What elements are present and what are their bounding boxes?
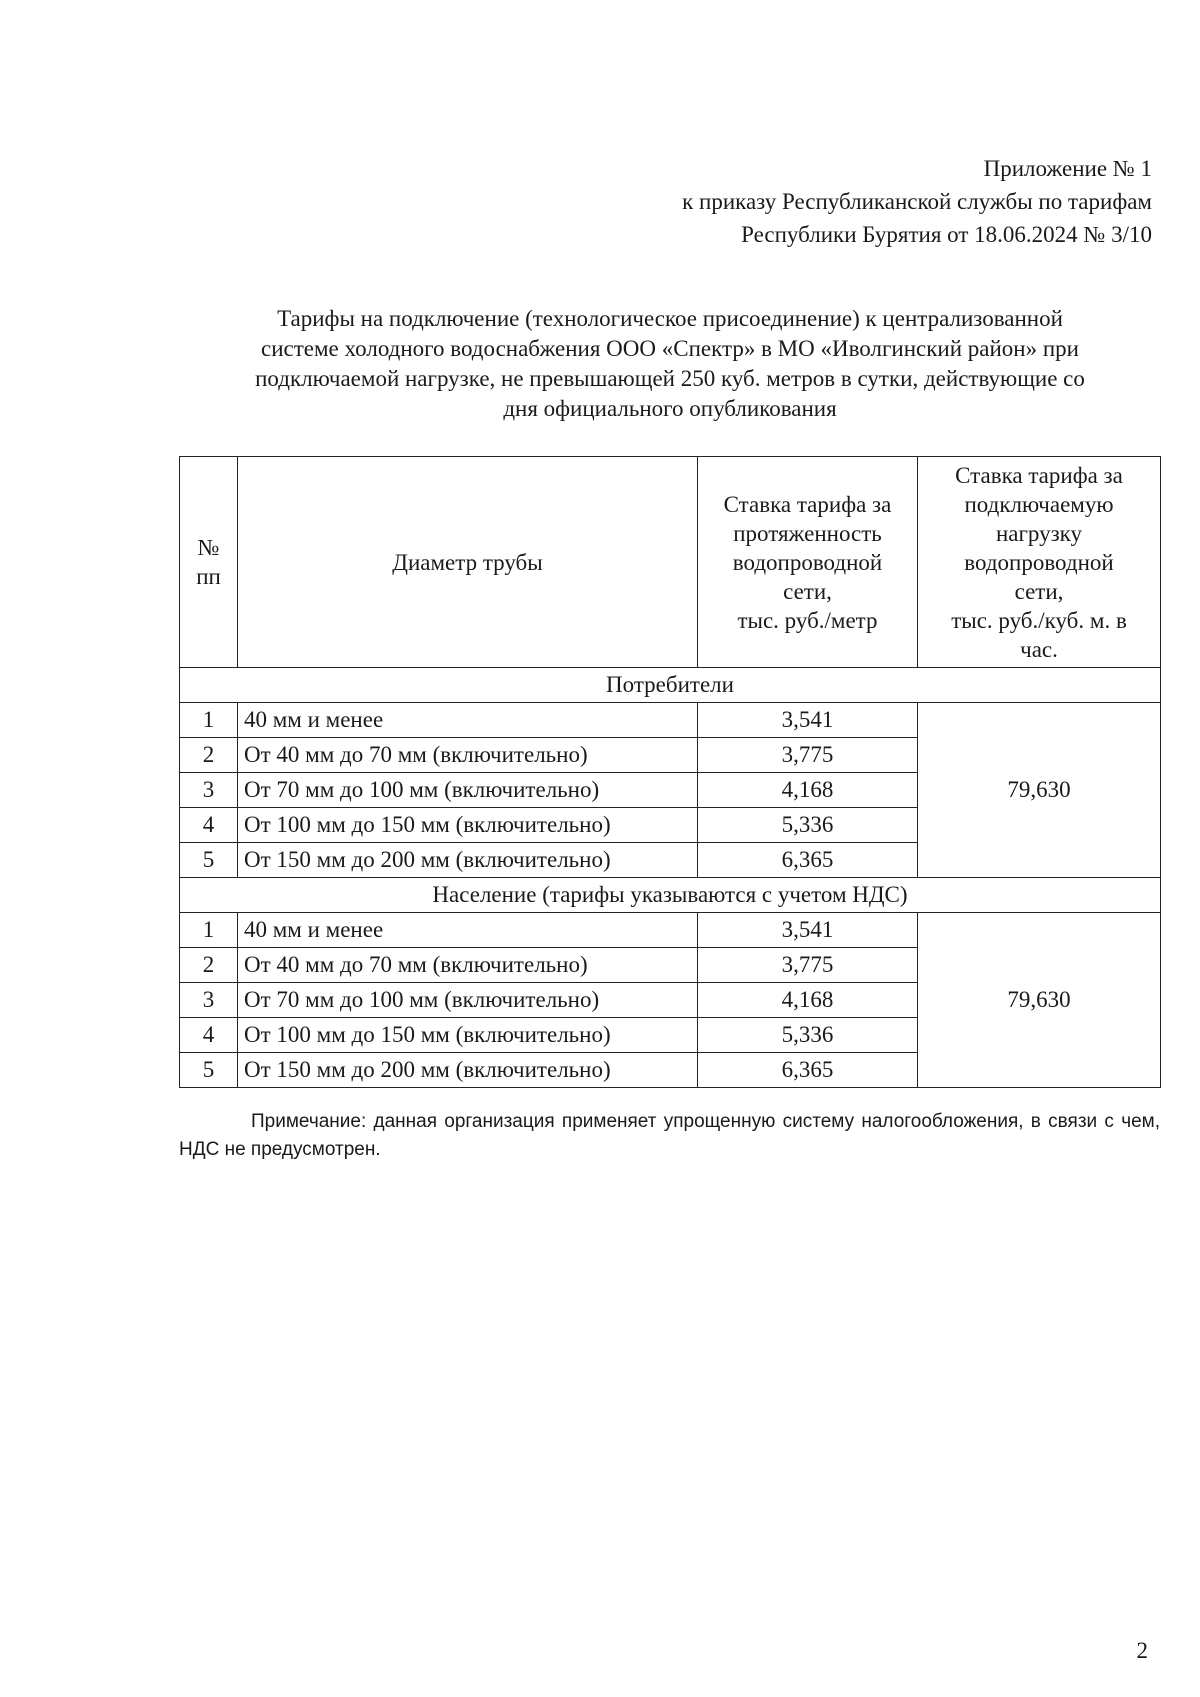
- section-load-rate: 79,630: [918, 913, 1161, 1088]
- title-line-4: дня официального опубликования: [503, 396, 837, 421]
- title-line-3: подключаемой нагрузке, не превышающей 250 куб. метров в сутки, действующие со: [255, 366, 1085, 391]
- row-num: 5: [180, 843, 238, 878]
- header-diameter: Диаметр трубы: [238, 457, 698, 668]
- document-title: [180, 304, 1160, 424]
- section-title: Потребители: [180, 668, 1161, 703]
- row-diameter: От 40 мм до 70 мм (включительно): [238, 738, 698, 773]
- row-diameter: От 100 мм до 150 мм (включительно): [238, 1018, 698, 1053]
- row-rate: 3,541: [698, 913, 918, 948]
- header-rate-load: Ставка тарифа за подключаемую нагрузку водопроводной сети, тыс. руб./куб. м. в час.: [918, 457, 1161, 668]
- table-row: [180, 913, 1161, 948]
- row-num: 3: [180, 773, 238, 808]
- row-rate: 3,541: [698, 703, 918, 738]
- tax-note: Примечание: данная организация применяет упрощенную систему налогообложения, в связи с чем, НДС не предусмотрен.: [179, 1111, 1160, 1160]
- row-diameter: 40 мм и менее: [238, 703, 698, 738]
- row-rate: 4,168: [698, 983, 918, 1018]
- section-row-population: [180, 878, 1161, 913]
- row-num: 1: [180, 913, 238, 948]
- header-num: № пп: [180, 457, 238, 668]
- row-diameter: От 40 мм до 70 мм (включительно): [238, 948, 698, 983]
- header-rate-length: Ставка тарифа за протяженность водопроводной сети, тыс. руб./метр: [698, 457, 918, 668]
- row-diameter: От 150 мм до 200 мм (включительно): [238, 843, 698, 878]
- row-rate: 3,775: [698, 738, 918, 773]
- row-rate: 5,336: [698, 808, 918, 843]
- row-diameter: От 70 мм до 100 мм (включительно): [238, 773, 698, 808]
- appendix-number: Приложение № 1: [983, 156, 1152, 181]
- row-num: 4: [180, 1018, 238, 1053]
- row-num: 1: [180, 703, 238, 738]
- row-diameter: От 70 мм до 100 мм (включительно): [238, 983, 698, 1018]
- appendix-header: [682, 152, 1152, 251]
- title-line-1: Тарифы на подключение (технологическое присоединение) к централизованной: [277, 306, 1063, 331]
- section-load-rate: 79,630: [918, 703, 1161, 878]
- appendix-order-date: Республики Бурятия от 18.06.2024 № 3/10: [741, 222, 1152, 247]
- row-num: 5: [180, 1053, 238, 1088]
- row-num: 2: [180, 738, 238, 773]
- section-row-consumers: [180, 668, 1161, 703]
- row-num: 4: [180, 808, 238, 843]
- table-row: [180, 703, 1161, 738]
- row-rate: 3,775: [698, 948, 918, 983]
- row-rate: 5,336: [698, 1018, 918, 1053]
- row-rate: 6,365: [698, 843, 918, 878]
- table-header-row: [180, 457, 1161, 668]
- title-line-2: системе холодного водоснабжения ООО «Спектр» в МО «Иволгинский район» при: [261, 336, 1079, 361]
- row-diameter: 40 мм и менее: [238, 913, 698, 948]
- tariff-table: [179, 456, 1161, 1088]
- row-rate: 4,168: [698, 773, 918, 808]
- row-num: 2: [180, 948, 238, 983]
- row-rate: 6,365: [698, 1053, 918, 1088]
- row-num: 3: [180, 983, 238, 1018]
- row-diameter: От 100 мм до 150 мм (включительно): [238, 808, 698, 843]
- row-diameter: От 150 мм до 200 мм (включительно): [238, 1053, 698, 1088]
- page-number: 2: [1136, 1638, 1148, 1663]
- appendix-order-ref: к приказу Республиканской службы по тарифам: [682, 189, 1152, 214]
- section-title: Население (тарифы указываются с учетом НДС): [180, 878, 1161, 913]
